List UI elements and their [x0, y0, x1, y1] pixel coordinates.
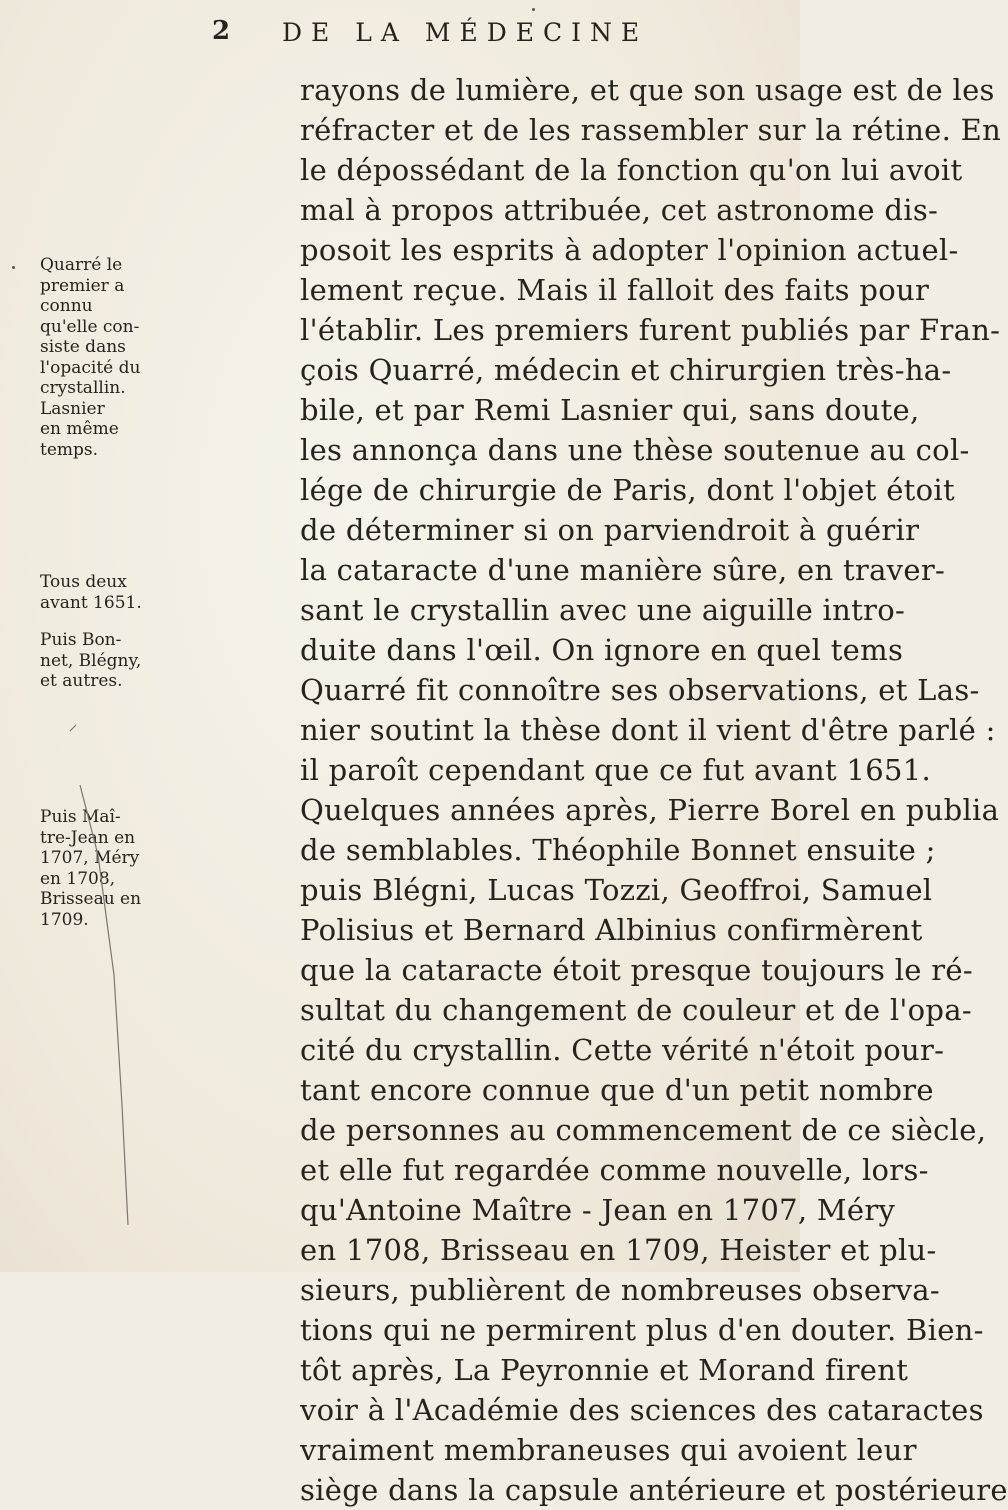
margin-note-line: 1707, Méry [40, 848, 140, 868]
margin-note-avant [40, 572, 298, 613]
text-line: duite dans l'œil. On ignore en quel tems [300, 633, 904, 667]
margin-note-line: qu'elle con- [40, 316, 140, 337]
text-line: posoit les esprits à adopter l'opinion actuel- [300, 233, 959, 267]
margin-note-line: Tous deux [40, 572, 127, 592]
margin-note-line: tre-Jean en [40, 827, 136, 848]
text-line: tôt après, La Peyronnie et Morand firent [300, 1353, 909, 1387]
text-line: sultat du changement de couleur et de l'opa- [300, 993, 972, 1027]
text-line: il paroît cependant que ce fut avant 1651. [300, 753, 931, 787]
text-line: en 1708, Brisseau en 1709, Heister et plu- [300, 1233, 937, 1267]
margin-note-line: l'opacité du [40, 357, 141, 378]
ink-speck [12, 266, 15, 269]
text-line: l'établir. Les premiers furent publiés par Fran- [300, 313, 1001, 347]
body-text [300, 70, 1008, 1510]
margin-note-line: net, Blégny, [40, 650, 142, 671]
text-line: çois Quarré, médecin et chirurgien très-ha- [300, 353, 952, 387]
margin-note-line: Puis Maî- [40, 807, 121, 827]
text-line: mal à propos attribuée, cet astronome dis- [300, 193, 939, 227]
text-line: qu'Antoine Maître - Jean en 1707, Méry [300, 1193, 896, 1227]
margin-note-line: crystallin. [40, 378, 126, 398]
text-line: les annonça dans une thèse soutenue au col- [300, 433, 970, 467]
margin-note-line: Puis Bon- [40, 630, 122, 650]
pencil-line-mark [70, 725, 130, 1225]
text-line: et elle fut regardée comme nouvelle, lors- [300, 1153, 929, 1187]
text-line: puis Blégni, Lucas Tozzi, Geoffroi, Samuel [300, 873, 933, 907]
margin-note-line: siste dans [40, 337, 126, 357]
text-line: lége de chirurgie de Paris, dont l'objet étoit [300, 473, 955, 507]
margin-note-line: temps. [40, 439, 99, 460]
text-line: que la cataracte étoit presque toujours le ré- [300, 953, 973, 987]
text-line: vraiment membraneuses qui avoient leur [300, 1433, 917, 1467]
text-line: bile, et par Remi Lasnier qui, sans doute, [300, 393, 920, 427]
text-line: de déterminer si on parviendroit à guérir [300, 513, 920, 547]
margin-note-line: Lasnier [40, 398, 105, 419]
margin-note-quarre [40, 255, 298, 460]
margin-note-line: et autres. [40, 671, 123, 691]
text-line: tant encore connue que d'un petit nombre [300, 1073, 934, 1107]
margin-note-line: connu [40, 296, 93, 316]
text-line: le dépossédant de la fonction qu'on lui avoit [300, 153, 963, 187]
text-line: voir à l'Académie des sciences des cataractes [300, 1393, 984, 1427]
margin-note-line: en même [40, 419, 119, 439]
margin-note-line: premier a [40, 275, 125, 296]
text-line: sieurs, publièrent de nombreuses observa- [300, 1273, 940, 1307]
margin-note-line: avant 1651. [40, 592, 142, 613]
running-head: DE LA MÉDECINE [282, 18, 649, 47]
text-line: Polisius et Bernard Albinius confirmèrent [300, 913, 923, 947]
text-line: lement reçue. Mais il falloit des faits pour [300, 273, 930, 307]
text-line: de semblables. Théophile Bonnet ensuite ; [300, 833, 936, 867]
text-line: cité du crystallin. Cette vérité n'étoit pour- [300, 1033, 945, 1067]
margin-note-line: 1709. [40, 909, 89, 930]
text-line: rayons de lumière, et que son usage est de les [300, 73, 995, 107]
margin-note-puis [40, 630, 298, 692]
margin-note-line: Brisseau en [40, 889, 142, 909]
ink-speck [532, 8, 535, 11]
text-line: Quelques années après, Pierre Borel en publia [300, 793, 1000, 827]
text-line: nier soutint la thèse dont il vient d'être parlé : [300, 713, 996, 747]
text-line: réfracter et de les rassembler sur la rétine. En [300, 113, 1002, 147]
text-line: Quarré fit connoître ses observations, et Las- [300, 673, 980, 707]
text-line: la cataracte d'une manière sûre, en traver- [300, 553, 946, 587]
text-line: siège dans la capsule antérieure et postérieure [300, 1473, 1008, 1507]
text-line: sant le crystallin avec une aiguille intro- [300, 593, 906, 627]
margin-note-line: Quarré le [40, 255, 123, 275]
page-number: 2 [212, 16, 231, 46]
margin-note-line: en 1708, [40, 868, 116, 889]
text-line: de personnes au commencement de ce siècle, [300, 1113, 987, 1147]
page-header [0, 16, 800, 52]
text-line: tions qui ne permirent plus d'en douter. Bien- [300, 1313, 984, 1347]
